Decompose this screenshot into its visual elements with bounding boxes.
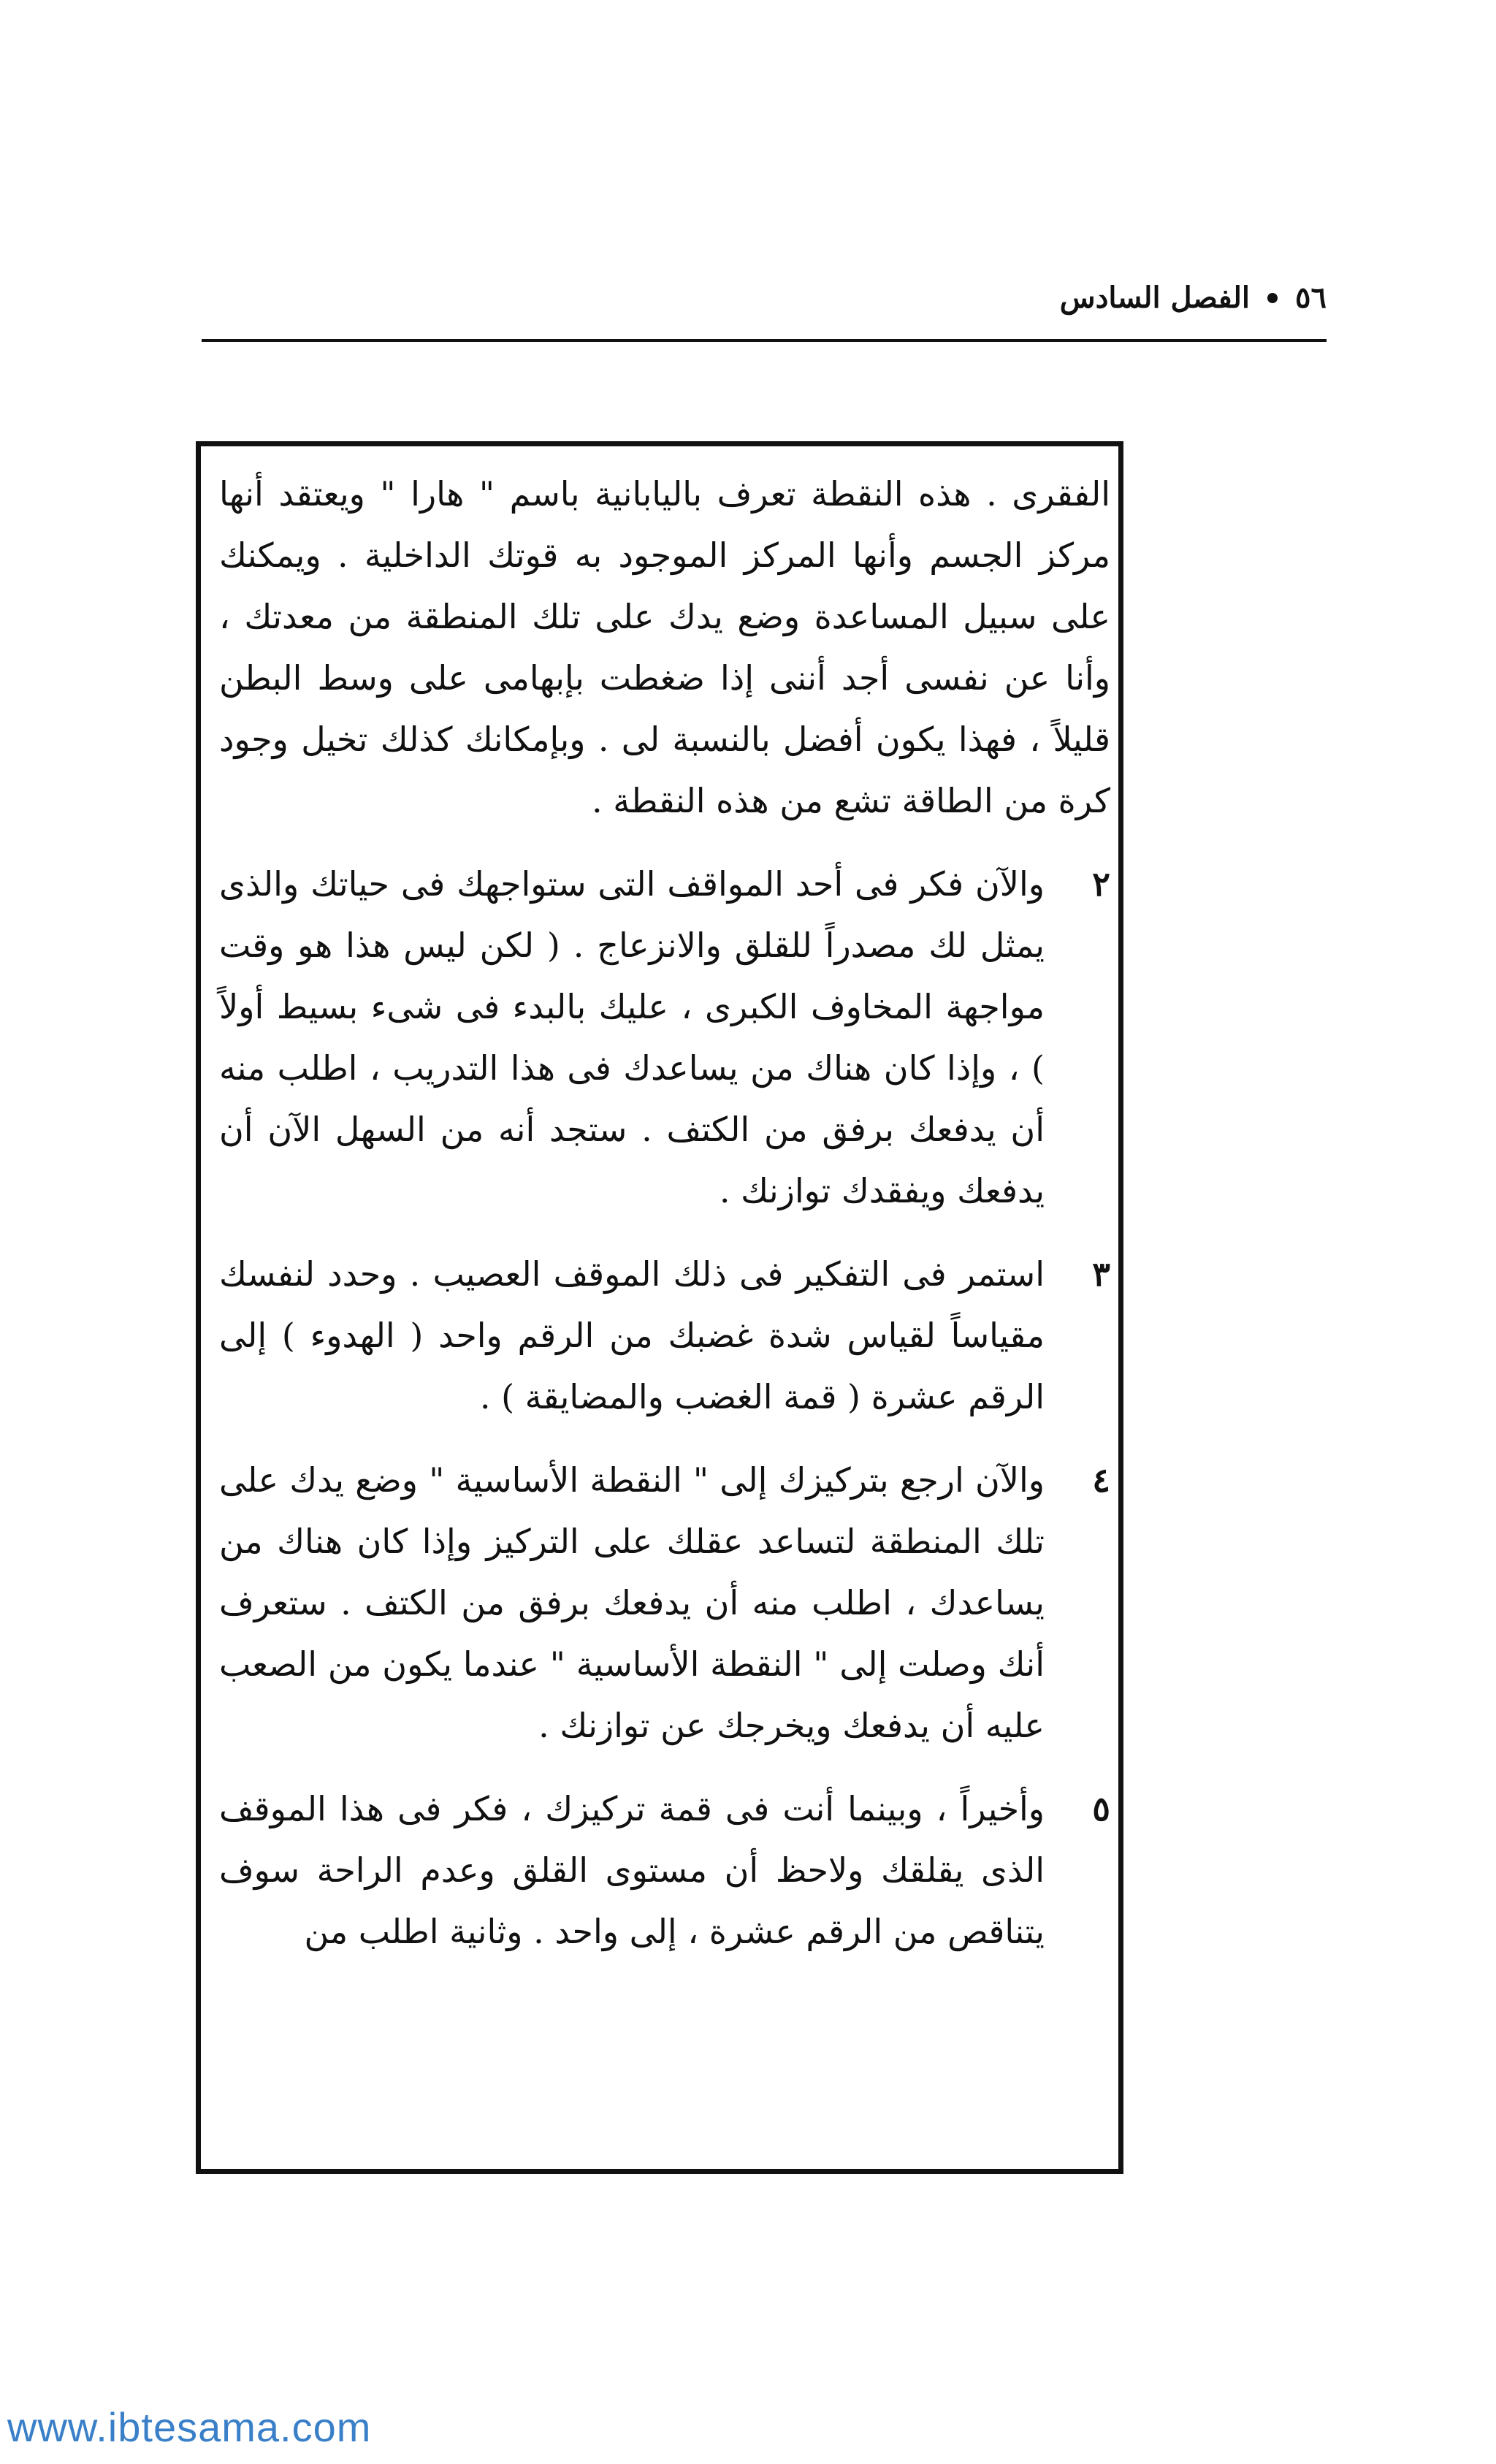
item-text: والآن ارجع بتركيزك إلى " النقطة الأساسية " وضع يدك على تلك المنطقة لتساعد عقلك على التركيز وإذا كان هناك من يساعدك ، اطلب منه أن يدفعك برفق من الكتف . ستعرف أنك وصلت إلى " النقطة الأساسية " عندما يكون من الصعب عليه أن يدفعك ويخرجك عن توازنك . bbox=[219, 1460, 1045, 1745]
chapter-title: الفصل السادس bbox=[1059, 281, 1251, 315]
bullet-dot-icon bbox=[1267, 293, 1278, 303]
item-text: والآن فكر فى أحد المواقف التى ستواجهك فى حياتك والذى يمثل لك مصدراً للقلق والانزعاج . ( لكن ليس هذا هو وقت مواجهة المخاوف الكبرى ، عليك بالبدء فى شىء بسيط أولاً ) ، وإذا كان هناك من يساعدك فى هذا التدريب ، اطلب منه أن يدفعك برفق من الكتف . ستجد أنه من السهل الآن أن يدفعك ويفقدك توازنك . bbox=[219, 864, 1045, 1210]
header-text bbox=[1060, 281, 1327, 315]
list-item bbox=[219, 1243, 1110, 1427]
page-header bbox=[202, 276, 1327, 342]
body-content bbox=[219, 463, 1110, 1984]
list-item bbox=[219, 853, 1110, 1221]
header-rule bbox=[202, 339, 1327, 342]
item-text: استمر فى التفكير فى ذلك الموقف العصيب . وحدد لنفسك مقياساً لقياس شدة غضبك من الرقم واحد ( الهدوء ) إلى الرقم عشرة ( قمة الغضب والمضايقة ) . bbox=[219, 1254, 1045, 1416]
list-item bbox=[219, 1449, 1110, 1756]
watermark-url: www.ibtesama.com bbox=[7, 2404, 372, 2450]
item-number: ٥ bbox=[1092, 1789, 1110, 1828]
item-number: ٣ bbox=[1092, 1254, 1110, 1294]
page-number: ٥٦ bbox=[1295, 281, 1327, 315]
item-text: وأخيراً ، وبينما أنت فى قمة تركيزك ، فكر فى هذا الموقف الذى يقلقك ولاحظ أن مستوى القلق وعدم الراحة سوف يتناقص من الرقم عشرة ، إلى واحد . وثانية اطلب من bbox=[219, 1789, 1045, 1951]
item-number: ٢ bbox=[1092, 864, 1110, 904]
list-item bbox=[219, 1778, 1110, 1962]
item-number: ٤ bbox=[1092, 1460, 1110, 1500]
intro-paragraph: الفقرى . هذه النقطة تعرف باليابانية باسم " هارا " ويعتقد أنها مركز الجسم وأنها المركز الموجود به قوتك الداخلية . ويمكنك على سبيل المساعدة وضع يدك على تلك المنطقة من معدتك ، وأنا عن نفسى أجد أننى إذا ضغطت بإبهامى على وسط البطن قليلاً ، فهذا يكون أفضل بالنسبة لى . وبإمكانك كذلك تخيل وجود كرة من الطاقة تشع من هذه النقطة . bbox=[219, 474, 1110, 820]
